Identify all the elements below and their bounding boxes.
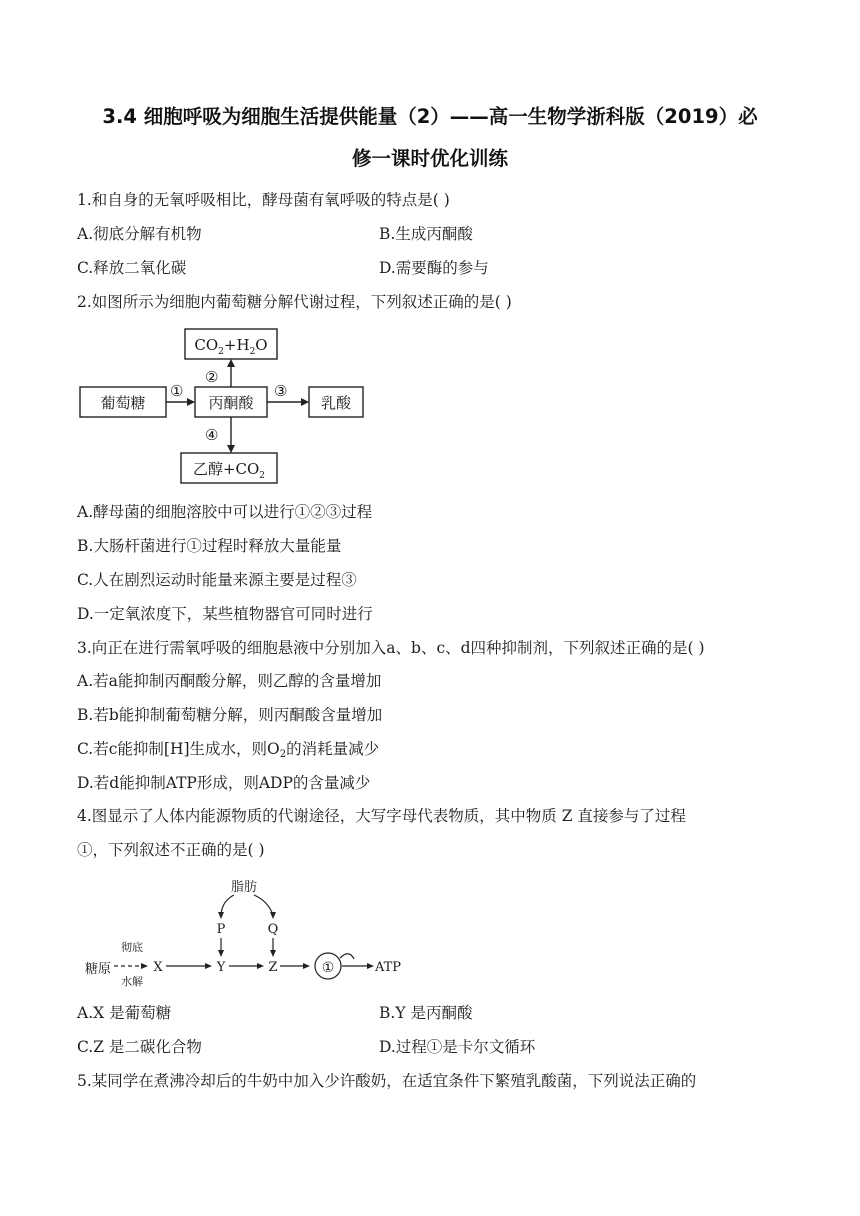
q1-option-d: D.需要酶的参与 [379,259,489,277]
q4-figure-energy-pathway [84,873,414,993]
q3-option-c: C.若c能抑制[H]生成水，则$O_2$的消耗量减少 [77,740,380,760]
q4-stem-line-2: ①，下列叙述不正确的是( ) [77,841,265,859]
q1-option-c: C.释放二氧化碳 [77,259,187,277]
q2-step-4: ④ [205,426,219,444]
q4-label-q: Q [267,922,279,937]
q2-stem: 2.如图所示为细胞内葡萄糖分解代谢过程，下列叙述正确的是( ) [77,293,512,311]
q4-option-c: C.Z 是二碳化合物 [77,1038,202,1056]
q2-label-co2-h2o: $CO_2+H_2O$ [194,336,268,357]
title-line-1: 3.4 细胞呼吸为细胞生活提供能量（2）——高一生物学浙科版（2019）必 [102,105,758,128]
q4-option-d: D.过程①是卡尔文循环 [379,1038,536,1056]
q4-cycle-loop [340,954,354,959]
q4-label-p: P [216,922,226,937]
q4-label-fat: 脂肪 [230,880,258,895]
q4-option-b: B.Y 是丙酮酸 [379,1004,473,1022]
q2-figure-glucose-metabolism [77,325,377,490]
q2-label-lactate: 乳酸 [320,394,352,412]
q4-option-a: A.X 是葡萄糖 [77,1004,172,1022]
q2-option-a: A.酵母菌的细胞溶胶中可以进行①②③过程 [77,503,373,521]
q2-arrowhead-2 [227,359,235,367]
q4-label-glycogen: 糖原 [84,962,112,977]
q2-step-1: ① [170,382,184,400]
q3-stem: 3.向正在进行需氧呼吸的细胞悬液中分别加入a、b、c、d四种抑制剂，下列叙述正确的是( ) [77,639,705,657]
q2-label-glucose: 葡萄糖 [100,394,146,412]
q1-option-b: B.生成丙酮酸 [379,225,473,243]
q2-arrowhead-4 [227,445,235,453]
title-line-2: 修一课时优化训练 [351,147,508,170]
q2-step-3: ③ [274,382,288,400]
q2-option-b: B.大肠杆菌进行①过程时释放大量能量 [77,537,342,555]
q4-label-atp: ATP [374,960,402,975]
q4-label-z: Z [268,960,278,975]
q3-option-b: B.若b能抑制葡萄糖分解，则丙酮酸含量增加 [77,706,383,724]
q1-stem: 1.和自身的无氧呼吸相比，酵母菌有氧呼吸的特点是( ) [77,191,450,209]
q2-label-ethanol-co2: 乙醇$+CO_2$ [192,460,266,481]
q4-label-hydrolysis-bottom: 水解 [121,975,143,988]
q1-option-a: A.彻底分解有机物 [77,225,202,243]
q5-stem: 5.某同学在煮沸冷却后的牛奶中加入少许酸奶，在适宜条件下繁殖乳酸菌，下列说法正确的 [77,1072,697,1090]
q2-option-c: C.人在剧烈运动时能量来源主要是过程③ [77,571,357,589]
q4-label-hydrolysis-top: 彻底 [121,941,143,954]
q3-option-d: D.若d能抑制ATP形成，则ADP的含量减少 [77,774,371,792]
q4-label-cycle: ① [321,960,335,976]
q2-arrowhead-1 [187,398,195,406]
q4-label-x: X [153,960,163,975]
q4-label-y: Y [216,960,226,975]
q2-step-2: ② [205,368,219,386]
q2-label-pyruvate: 丙酮酸 [208,394,254,412]
q4-stem-line-1: 4.图显示了人体内能源物质的代谢途径，大写字母代表物质，其中物质 Z 直接参与了过程 [77,807,686,825]
q2-arrowhead-3 [301,398,309,406]
q3-option-a: A.若a能抑制丙酮酸分解，则乙醇的含量增加 [77,672,382,690]
q2-option-d: D.一定氧浓度下，某些植物器官可同时进行 [77,605,373,623]
